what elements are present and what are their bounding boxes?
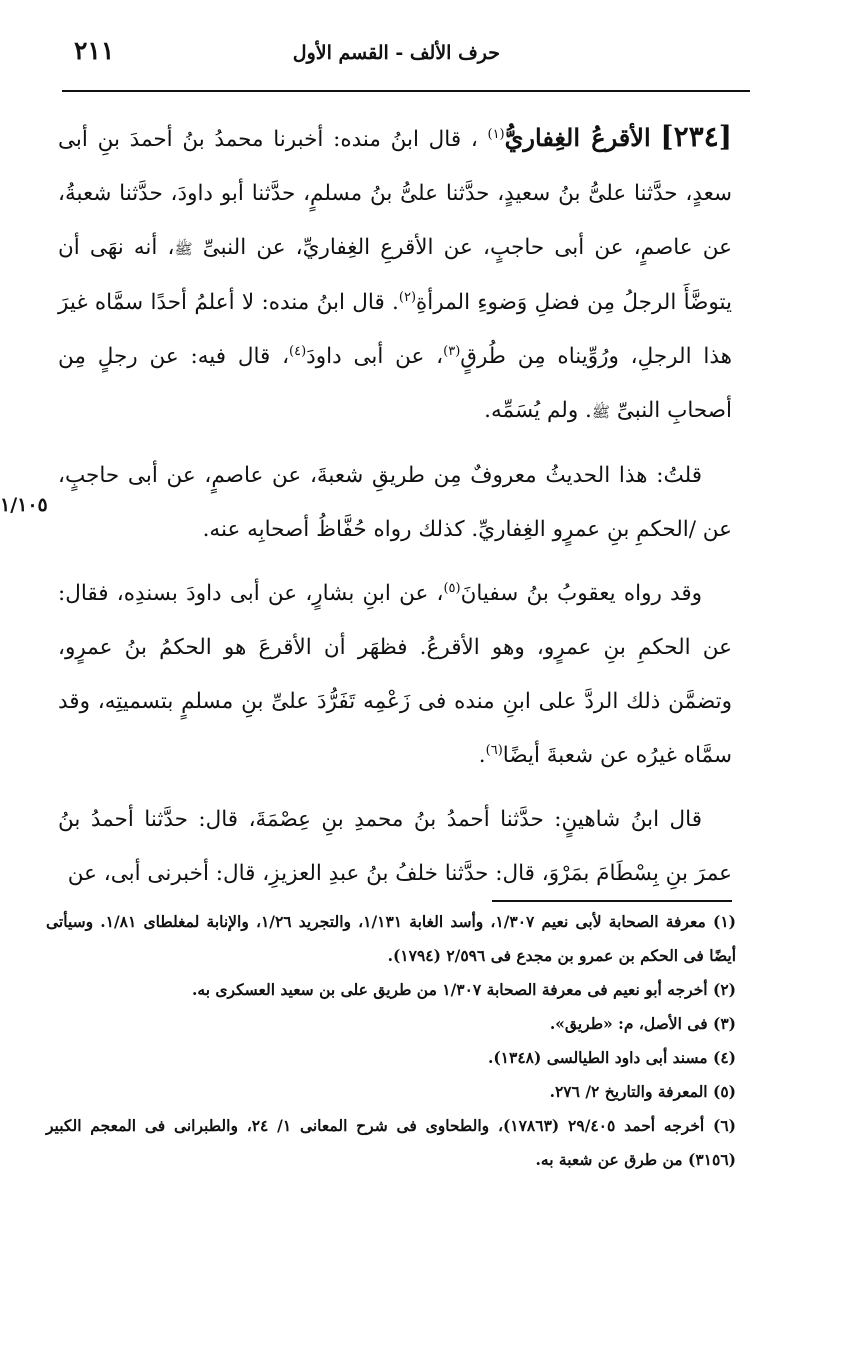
- text-run: قال ابنُ شاهينٍ: حدَّثنا أحمدُ بنُ محمدِ بنِ عِصْمَةَ، قال: حدَّثنا أحمدُ بنُ عمرَ بنِ بِسْطَامَ بمَرْوَ، قال: حدَّثنا خلفُ بنُ عبدِ العزيزِ، قال: أخبرنى أبى، عن: [58, 807, 732, 886]
- footnote-ref: (٤): [289, 343, 307, 359]
- text-run: ، عن أبى داودَ: [306, 344, 444, 369]
- text-run: ، قال ابنُ منده: أخبرنا محمدُ بنُ أحمدَ بنِ أبى سعدٍ، حدَّثنا علىُّ بنُ سعيدٍ، حدَّثنا علىُّ بنُ مسلمٍ، حدَّثنا أبو داودَ، حدَّثنا شعبةُ، عن عاصمٍ، عن أبى حاجبٍ، عن الأقرعِ الغِفاريِّ، عن النبىِّ: [58, 127, 732, 260]
- manuscript-folio-note: ١/١٠٥: [0, 494, 48, 516]
- page-number: ٢١١: [74, 36, 115, 65]
- entry-number: [٢٣٤]: [660, 120, 732, 153]
- text-run: ، عن ابنِ بشارٍ، عن أبى داودَ بسندِه، فقال: عن الحكمِ بنِ عمرٍو، وهو الأقرعُ. فظهَر أن الأقرعَ هو الحكمُ بنُ عمرٍو، وتضمَّن ذلك الردَّ على ابنِ منده فى زَعْمِه تَفَرُّدَ علىِّ بنِ مسلمٍ بتسميتِه، وقد سمَّاه غيرُه عن شعبةَ أيضًا: [58, 581, 732, 768]
- comment-paragraph: [58, 449, 732, 557]
- footnote: (٣) فى الأصل، م: «طريق».: [549, 1014, 736, 1033]
- running-title: حرف الألف - القسم الأول: [292, 42, 500, 64]
- footnote-rule: [492, 900, 732, 902]
- footnote: (٢) أخرجه أبو نعيم فى معرفة الصحابة ١/٣٠٧ من طريق على بن سعيد العسكرى به.: [192, 980, 736, 999]
- text-run: قلتُ: هذا الحديثُ معروفٌ مِن طريقِ شعبةَ، عن عاصمٍ، عن أبى حاجبٍ، عن /الحكمِ بنِ عمرٍو الغِفاريِّ. كذلك رواه حُفَّاظُ أصحابِه عنه.: [58, 463, 732, 542]
- salawat-icon: ﷺ: [174, 240, 193, 258]
- page-header: [50, 28, 750, 88]
- footnote: (٤) مسند أبى داود الطيالسى (١٣٤٨).: [487, 1048, 736, 1067]
- text-run: . قال ابنُ منده: لا أعلمُ أحدًا سمَّاه غيرَ هذا الرجلِ، ورُوِّيناه مِن طُرقٍ: [58, 290, 732, 369]
- text-run: ، قال فيه: عن رجلٍ مِن أصحابِ النبىِّ: [58, 344, 732, 423]
- entry-headword: الأقرعُ الغِفاريُّ: [504, 123, 651, 152]
- text-run: .: [478, 743, 486, 768]
- main-text: [58, 110, 732, 911]
- entry-paragraph: [58, 110, 732, 439]
- text-run: وقد رواه يعقوبُ بنُ سفيانَ: [460, 581, 702, 606]
- footnote: (٥) المعرفة والتاريخ ٢/ ٢٧٦.: [549, 1082, 736, 1101]
- footnote-ref: (٢): [398, 289, 417, 305]
- footnote: (٦) أخرجه أحمد ٢٩/٤٠٥ (١٧٨٦٣)، والطحاوى فى شرح المعانى ١/ ٢٤، والطبرانى فى المعجم الكبير (٣١٥٦) من طرق عن شعبة به.: [46, 1116, 737, 1169]
- footnote-ref: (٥): [443, 580, 461, 596]
- narration-paragraph: [58, 567, 732, 783]
- text-run: . ولم يُسَمِّه.: [484, 398, 592, 423]
- footnote-ref: (٦): [485, 742, 503, 758]
- isnad-paragraph: [58, 793, 732, 901]
- footnote-ref: (١): [487, 126, 505, 142]
- text-run: ، أنه نهَى أن يتوضَّأَ الرجلُ مِن فضلِ وَضوءِ المرأةِ: [58, 235, 733, 315]
- header-rule: [62, 90, 750, 92]
- footnote-ref: (٣): [443, 343, 461, 359]
- salawat-icon: ﷺ: [591, 403, 610, 421]
- footnotes: [46, 905, 736, 1177]
- footnote: (١) معرفة الصحابة لأبى نعيم ١/٣٠٧، وأسد الغابة ١/١٣١، والتجريد ١/٢٦، والإنابة لمغلطاى ١/٨١. وسيأتى أيضًا فى الحكم بن عمرو بن مجدع فى ٢/٥٩٦ (١٧٩٤).: [46, 912, 736, 965]
